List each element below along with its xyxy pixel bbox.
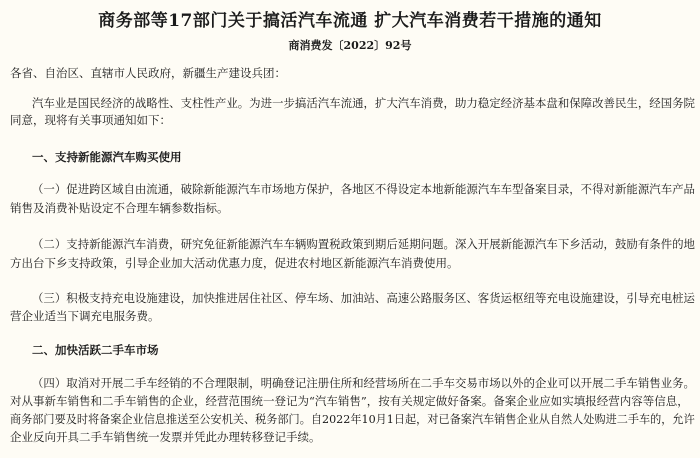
item-3-line-1: （三）积极支持充电设施建设，加快推进居住社区、停车场、加油站、高速公路服务区、客货运枢纽等充电设施建设，引导充电桩运 bbox=[32, 291, 695, 305]
item-2-line-2: 方出台下乡支持政策，引导企业加大活动优惠力度，促进农村地区新能源汽车消费使用。 bbox=[10, 256, 459, 270]
item-4-line-3: 商务部门要及时将备案企业信息推送至公安机关、税务部门。自2022年10月1日起，对已备案汽车销售企业从自然人处购进二手车的，允许 bbox=[10, 412, 695, 426]
item-2-line-1: （二）支持新能源汽车消费，研究免征新能源汽车车辆购置税政策到期后延期问题。深入开展新能源汽车下乡活动，鼓励有条件的地 bbox=[32, 237, 695, 251]
salutation: 各省、自治区、直辖市人民政府，新疆生产建设兵团： bbox=[10, 66, 286, 80]
item-1-line-2: 销售及消费补贴设定不合理车辆参数指标。 bbox=[10, 201, 229, 215]
section-1-heading: 一、支持新能源汽车购买使用 bbox=[32, 150, 182, 164]
item-4-line-1: （四）取消对开展二手车经销的不合理限制，明确登记注册住所和经营场所在二手车交易市场以外的企业可以开展二手车销售业务。 bbox=[32, 376, 695, 390]
intro-line-2: 同意，现将有关事项通知如下： bbox=[10, 113, 171, 127]
section-2-heading: 二、加快活跃二手车市场 bbox=[32, 343, 159, 357]
document-title: 商务部等17部门关于搞活汽车流通 扩大汽车消费若干措施的通知 bbox=[98, 11, 602, 31]
item-1-line-1: （一）促进跨区域自由流通，破除新能源汽车市场地方保护，各地区不得设定本地新能源汽车车型备案目录，不得对新能源汽车产品 bbox=[32, 182, 695, 196]
document-number: 商消费发〔2022〕92号 bbox=[288, 39, 412, 52]
item-4-line-4: 企业反向开具二手车销售统一发票并凭此办理转移登记手续。 bbox=[10, 430, 321, 444]
intro-line-1: 汽车业是国民经济的战略性、支柱性产业。为进一步搞活汽车流通，扩大汽车消费，助力稳定经济基本盘和保障改善民生，经国务院 bbox=[32, 96, 695, 110]
item-3-line-2: 营企业适当下调充电服务费。 bbox=[10, 309, 160, 323]
item-4-line-2: 对从事新车销售和二手车销售的企业，经营范围统一登记为“汽车销售”，按有关规定做好备案。备案企业应如实填报经营内容等信息， bbox=[10, 394, 689, 408]
